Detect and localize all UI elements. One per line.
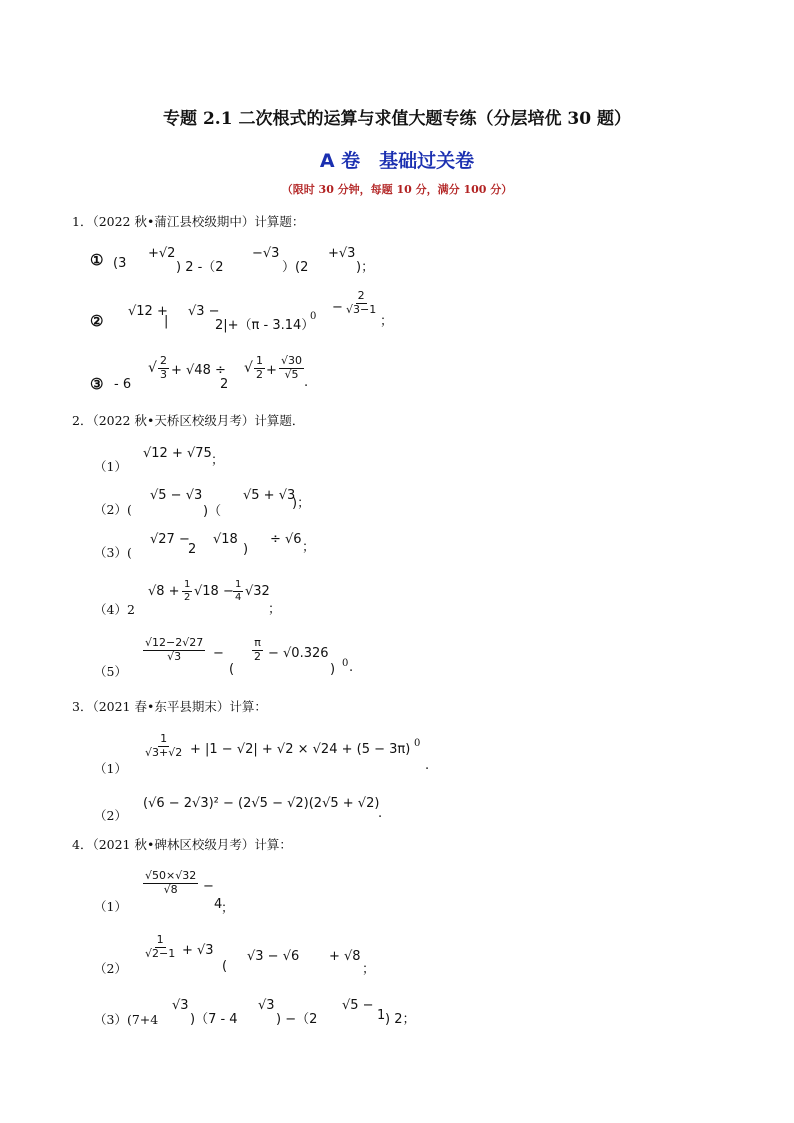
q2-item-4-fraction-a-den: 2 bbox=[184, 591, 191, 603]
q1-item-3-fraction-c bbox=[279, 355, 304, 381]
q3-item-1-expr: + |1 − √2| + √2 × √24 + (5 − 3π) bbox=[190, 742, 411, 757]
q1-item-2-part-a: √12 + bbox=[128, 304, 168, 319]
q1-item-3-end: . bbox=[304, 375, 309, 390]
q1-item-3-marker: ③ bbox=[90, 375, 104, 393]
q2-item-5-fraction-num: √12−2√27 bbox=[145, 636, 204, 649]
q4-item-3-sqrt-c: √3 bbox=[258, 998, 275, 1013]
q2-item-3-end: ； bbox=[302, 540, 316, 555]
q2-item-1-expr: √12 + √75 bbox=[143, 446, 212, 461]
q4-item-2-open: ( bbox=[222, 959, 228, 974]
q4-item-1-minus: − bbox=[203, 879, 214, 894]
q2-item-1-end: ； bbox=[211, 453, 225, 468]
q1-item-1-part-b: +√2 bbox=[148, 246, 176, 261]
q2-item-5-fraction bbox=[143, 637, 205, 663]
q2-item-5-open: ( bbox=[229, 662, 235, 677]
q4-item-3-end: ) 2； bbox=[385, 1012, 416, 1027]
q4-item-3-part-b: )（7 - 4 bbox=[190, 1012, 238, 1027]
question-4-stem: 4．（2021 秋•碑林区校级月考）计算： bbox=[72, 837, 292, 852]
q2-item-4-label: （4）2 bbox=[94, 602, 135, 617]
q4-item-1-fraction bbox=[143, 870, 198, 896]
q2-item-5-label: （5） bbox=[94, 664, 127, 679]
q1-item-2-fraction bbox=[344, 290, 378, 316]
q1-item-1-part-c: ) 2 -（2 bbox=[176, 260, 224, 275]
q1-item-1-marker: ① bbox=[90, 251, 104, 269]
q2-item-4-part-a: √8 + bbox=[148, 584, 180, 599]
q1-item-2-exponent: 0 bbox=[310, 311, 317, 322]
question-3-stem: 3．（2021 春•东平县期末）计算： bbox=[72, 699, 267, 714]
q2-item-2-label: （2）( bbox=[94, 502, 132, 517]
section-subtitle: A 卷 基础过关卷 bbox=[319, 150, 475, 172]
q2-item-3-part-c: √18 bbox=[213, 532, 238, 547]
q2-item-1-label: （1） bbox=[94, 459, 127, 474]
time-limit-note: （限时 30 分钟，每题 10 分，满分 100 分） bbox=[281, 183, 513, 196]
q2-item-4-end: ； bbox=[268, 602, 282, 617]
q1-item-3-part-a: - 6 bbox=[114, 377, 132, 392]
q2-item-5-exponent: 0 bbox=[342, 658, 349, 669]
q2-item-5-pi-num: π bbox=[254, 636, 261, 649]
q1-item-3-fraction-b-den: 2 bbox=[256, 367, 263, 381]
q1-item-1-part-a: (3 bbox=[113, 256, 127, 271]
q3-item-2-end: . bbox=[378, 806, 383, 821]
q1-item-2-part-c: √3 − bbox=[188, 304, 220, 319]
question-1-stem: 1．（2022 秋•蒲江县校级期中）计算题： bbox=[72, 214, 305, 229]
q1-item-2-fraction-den: √3−1 bbox=[346, 302, 377, 316]
q2-item-4-fraction-a-num: 1 bbox=[184, 579, 191, 590]
q4-item-2-fraction bbox=[143, 934, 177, 960]
q4-item-1-label: （1） bbox=[94, 899, 127, 914]
q1-item-3-fraction-b bbox=[254, 355, 265, 381]
q4-item-1-fraction-den: √8 bbox=[163, 882, 178, 896]
q4-item-2-fraction-den: √2−1 bbox=[145, 946, 176, 960]
q3-item-1-fraction-num: 1 bbox=[160, 732, 168, 745]
q1-item-3-fraction-c-num: √30 bbox=[281, 354, 303, 367]
q2-item-3-part-d: ) bbox=[243, 542, 249, 557]
q1-item-2-part-d: 2|+（π - 3.14） bbox=[215, 318, 315, 333]
q1-item-3-fraction-c-den: √5 bbox=[284, 367, 299, 381]
q2-item-5-pi-den: 2 bbox=[254, 649, 261, 663]
q4-item-2-label: （2） bbox=[94, 961, 127, 976]
q3-item-2-expr: (√6 − 2√3)² − (2√5 − √2)(2√5 + √2) bbox=[143, 796, 380, 811]
q2-item-4-fraction-b-den: 4 bbox=[235, 591, 242, 603]
q2-item-4-part-g: √32 bbox=[245, 584, 270, 599]
q4-item-2-inner: √3 − √6 bbox=[247, 949, 300, 964]
q4-item-1-fraction-num: √50×√32 bbox=[145, 869, 197, 882]
q1-item-3-part-e: 2 bbox=[220, 377, 229, 392]
q1-item-3-plus: + bbox=[266, 363, 277, 378]
q4-item-3-part-d: ) −（2 bbox=[276, 1012, 318, 1027]
q4-item-2-end: ； bbox=[362, 962, 376, 977]
q2-item-2-part-b: )（ bbox=[203, 504, 222, 519]
q2-item-2-end: )； bbox=[292, 496, 311, 511]
q1-item-3-fraction-a-den: 3 bbox=[160, 367, 167, 381]
q3-item-2-label: （2） bbox=[94, 808, 127, 823]
q2-item-4-fraction-a bbox=[182, 579, 192, 603]
q2-item-2-part-a: √5 − √3 bbox=[150, 488, 203, 503]
q1-item-2-fraction-num: 2 bbox=[357, 289, 365, 302]
q4-item-3-label: （3）(7+4 bbox=[94, 1012, 159, 1027]
q2-item-5-minus: − bbox=[213, 646, 224, 661]
q2-item-3-part-a: √27 − bbox=[150, 532, 190, 547]
q2-item-4-fraction-b-num: 1 bbox=[235, 579, 242, 590]
q2-item-5-sqrt: − √0.326 bbox=[268, 646, 329, 661]
q1-item-1-part-e: ）(2 bbox=[282, 260, 309, 275]
q3-item-1-exponent: 0 bbox=[414, 738, 421, 749]
q4-item-3-part-e: √5 − bbox=[342, 998, 374, 1013]
q4-item-3-one: 1 bbox=[377, 1008, 386, 1023]
q2-item-4-part-d: √18 − bbox=[194, 584, 234, 599]
q1-item-3-fraction-a bbox=[158, 355, 169, 381]
q2-item-2-part-c: √5 + √3 bbox=[243, 488, 296, 503]
q2-item-3-label: （3）( bbox=[94, 545, 132, 560]
q4-item-2-fraction-num: 1 bbox=[156, 933, 164, 946]
q1-item-3-part-d: + √48 ÷ bbox=[171, 363, 226, 378]
q4-item-3-sqrt-a: √3 bbox=[172, 998, 189, 1013]
q1-item-3-fraction-a-num: 2 bbox=[160, 354, 167, 367]
q1-item-2-marker: ② bbox=[90, 312, 104, 330]
q4-item-1-end: ； bbox=[221, 901, 235, 916]
q4-item-2-plus: + √3 bbox=[182, 943, 214, 958]
question-2-stem: 2．（2022 秋•天桥区校级月考）计算题． bbox=[72, 413, 305, 428]
q2-item-5-close: ) bbox=[330, 662, 336, 677]
q1-item-2-end: ； bbox=[380, 314, 394, 329]
q1-item-3-sqrt-sign: √ bbox=[148, 360, 157, 376]
q3-item-1-fraction-den: √3+√2 bbox=[145, 745, 183, 759]
q2-item-5-end: . bbox=[349, 660, 354, 675]
q1-item-1-part-f: +√3 bbox=[328, 246, 356, 261]
q4-item-1-four: 4 bbox=[214, 897, 223, 912]
q3-item-1-label: （1） bbox=[94, 761, 127, 776]
q1-item-3-fraction-b-num: 1 bbox=[256, 354, 263, 367]
q1-item-2-minus: − bbox=[332, 300, 343, 315]
q2-item-4-fraction-b bbox=[233, 579, 243, 603]
q1-item-2-part-b: | bbox=[164, 314, 169, 329]
q1-item-1-part-d: −√3 bbox=[252, 246, 280, 261]
q4-item-2-plus-sqrt8: + √8 bbox=[329, 949, 361, 964]
q1-item-1-part-g: )； bbox=[356, 260, 375, 275]
q3-item-1-end: . bbox=[425, 758, 430, 773]
q2-item-5-pi-fraction bbox=[252, 637, 263, 663]
q2-item-5-fraction-den: √3 bbox=[167, 649, 182, 663]
q1-item-3-sqrt-sign-b: √ bbox=[244, 360, 253, 376]
q2-item-3-part-b: 2 bbox=[188, 542, 197, 557]
q3-item-1-fraction bbox=[143, 733, 184, 759]
page-title: 专题 2.1 二次根式的运算与求值大题专练（分层培优 30 题） bbox=[163, 109, 631, 129]
q2-item-3-part-e: ÷ √6 bbox=[270, 532, 302, 547]
